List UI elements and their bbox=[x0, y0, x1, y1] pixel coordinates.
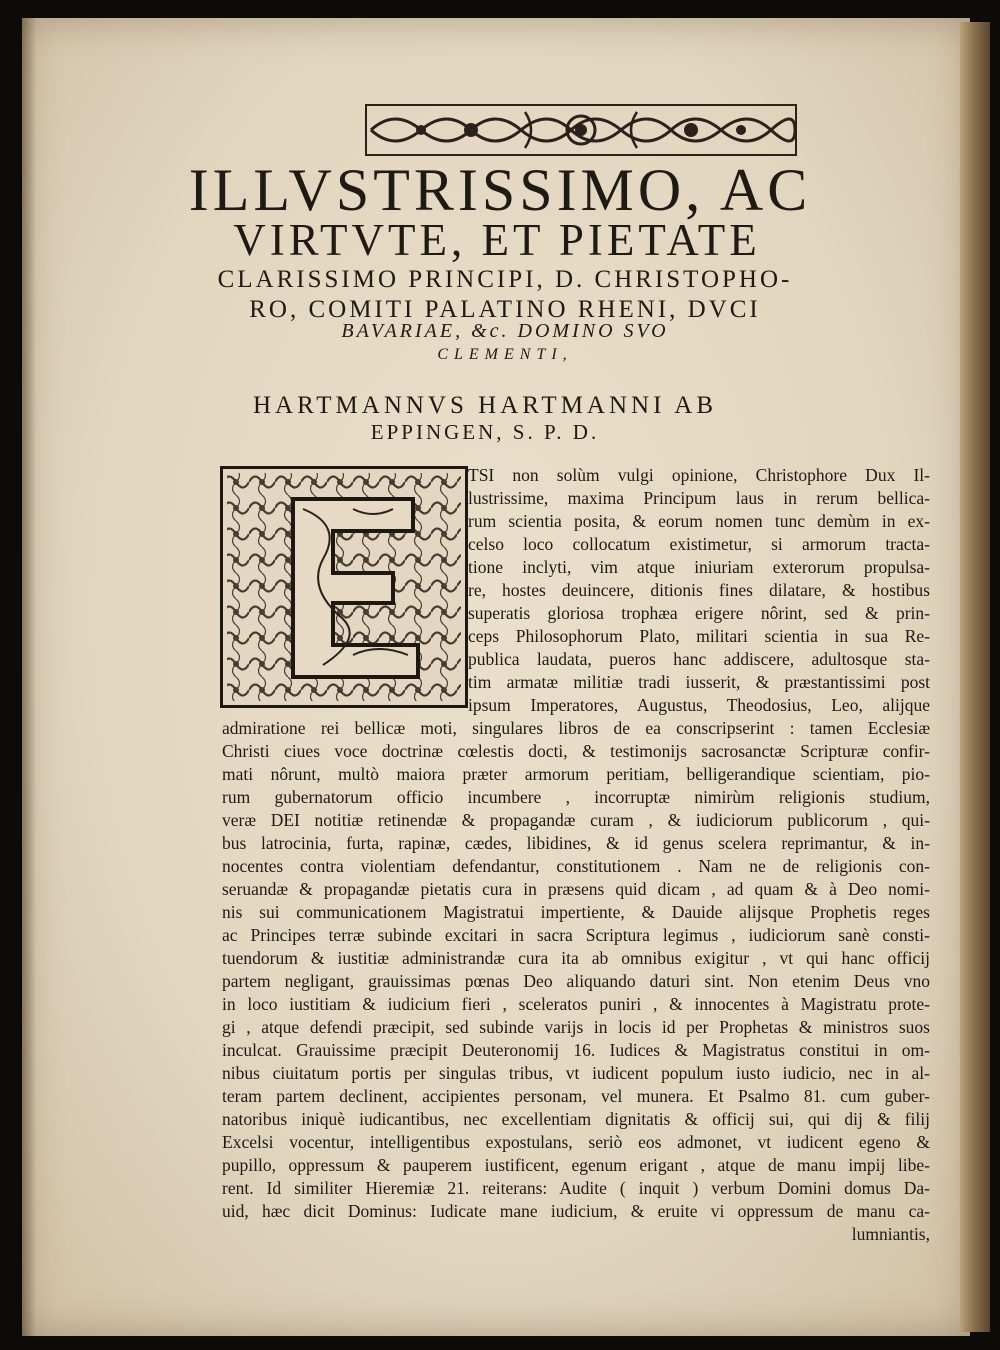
initial-letter-ornament-icon bbox=[223, 469, 465, 705]
body-line: inculcat. Grauissime præcipit Deuteronomij 16. Iudices & Magistratus constitui in om- bbox=[222, 1040, 930, 1060]
body-line: gi , atque defendi præcipit, sed subinde varijs in locis id per Prophetas & ministros suos bbox=[222, 1017, 930, 1037]
body-line: ceps Philosophorum Plato, militari scientia in sua Re- bbox=[468, 626, 930, 646]
body-line: ipsum Imperatores, Augustus, Theodosius, Leo, alijque bbox=[468, 695, 930, 715]
floral-headpiece-icon bbox=[365, 104, 797, 156]
body-line: natoribus iniquè iudicantibus, nec excellentiam dignitatis & officij sui, qui dij & filij bbox=[222, 1109, 930, 1129]
body-line: lustrissime, maxima Principum laus in rerum bellica- bbox=[468, 488, 930, 508]
body-line: rent. Id similiter Hieremiæ 21. reiterans: Audite ( inquit ) verbum Domini domus Da- bbox=[222, 1178, 930, 1198]
sender-line-1: HARTMANNVS HARTMANNI AB bbox=[252, 392, 718, 419]
headpiece-ornament bbox=[365, 104, 797, 156]
body-line: publica laudata, pueros hanc addiscere, adultosque sta- bbox=[468, 649, 930, 669]
body-line: Christi ciues voce doctrinæ cœlestis docti, & testimonijs sacrosanctæ Scripturæ confir- bbox=[222, 741, 930, 761]
body-line: rum scientia posita, & eorum nomen tunc demùm in ex- bbox=[468, 511, 930, 531]
body-line: nibus ciuitatum portis per singulas tribus, vt iudicent populum iusto iudicio, nec in al- bbox=[222, 1063, 930, 1083]
body-line: in loco iustitiam & iudicium fieri , sceleratos puniri , & innocentes à Magistratu prote- bbox=[222, 994, 930, 1014]
body-line: mati nôrunt, multò maiora præter armorum peritiam, belligerandique scientiam, pio- bbox=[222, 764, 930, 784]
sender-line-2: EPPINGEN, S. P. D. bbox=[370, 420, 600, 444]
body-line: pupillo, oppressum & pauperem iustificent, egenum erigant , atque de manu impij libe- bbox=[222, 1155, 930, 1175]
decorated-initial bbox=[220, 466, 468, 708]
catchword: lumniantis, bbox=[851, 1224, 930, 1244]
body-line: superatis gloriosa trophæa erigere nôrint, sed & prin- bbox=[468, 603, 930, 623]
page-edge bbox=[960, 22, 990, 1332]
body-line: nocentes contra violentiam defendantur, constitutionem . Nam ne de religionis con- bbox=[222, 856, 930, 876]
body-line: tuendorum & iustitiæ administrandæ cura ita ab omnibus exigitur , vt qui hanc officij bbox=[222, 948, 930, 968]
body-line: Excelsi vocentur, intelligentibus expostulans, seriò eos admonet, vt iudicent egeno & bbox=[222, 1132, 930, 1152]
body-line: ac Principes terræ subinde excitari in sacra Scriptura legimus , iudiciorum sanè consti- bbox=[222, 925, 930, 945]
title-line-1: ILLVSTRISSIMO, AC bbox=[188, 157, 812, 223]
body-line: partem negligant, grauissimas pœnas Deo aliquando daturi sint. Non etenim Deus vno bbox=[222, 971, 930, 991]
title-line-5: BAVARIAE, &c. DOMINO SVO bbox=[341, 320, 669, 342]
body-line: seruandæ & propagandæ pietatis cura in præsens quid dicam , ad quam & à Deo nomi- bbox=[222, 879, 930, 899]
body-line: uid, hæc dicit Dominus: Iudicate mane iudicium, & eruite vi oppressum de manu ca- bbox=[222, 1201, 930, 1221]
title-line-3: CLARISSIMO PRINCIPI, D. CHRISTOPHO- bbox=[217, 266, 793, 293]
body-line: rum gubernatorum officio incumbere , incorruptæ nimirùm religionis studium, bbox=[222, 787, 930, 807]
title-line-2: VIRTVTE, ET PIETATE bbox=[233, 215, 761, 265]
spine-shadow bbox=[22, 18, 36, 1336]
body-line: tim armatæ militiæ tradi iusserit, & præstantissimi post bbox=[468, 672, 930, 692]
title-line-6: CLEMENTI, bbox=[437, 346, 573, 363]
body-line: tione inclyti, vim atque iniuriam exterorum propulsa- bbox=[468, 557, 930, 577]
body-line: veræ DEI notitiæ retinendæ & propagandæ curam , & iudiciorum publicorum , qui- bbox=[222, 810, 930, 830]
body-line: bus latrocinia, furta, rapinæ, cædes, libidines, & id genus scelera reprimantur, & in- bbox=[222, 833, 930, 853]
body-line: admiratione rei bellicæ moti, singulares libros de ea conscripserint : tamen Ecclesiæ bbox=[222, 718, 930, 738]
body-line: re, hostes deuincere, ditionis fines dilatare, & hostibus bbox=[468, 580, 930, 600]
body-line: celso loco collocatum existimetur, si armorum tracta- bbox=[468, 534, 930, 554]
body-line: TSI non solùm vulgi opinione, Christophore Dux Il- bbox=[468, 465, 930, 485]
body-line: nis sui communicationem Magistratui impertiente, & Dauide alijsque Prophetis reges bbox=[222, 902, 930, 922]
title-line-4: RO, COMITI PALATINO RHENI, DVCI bbox=[249, 296, 761, 323]
body-line: teram partem declinent, accipientes personam, vel munera. Et Psalmo 81. cum guber- bbox=[222, 1086, 930, 1106]
